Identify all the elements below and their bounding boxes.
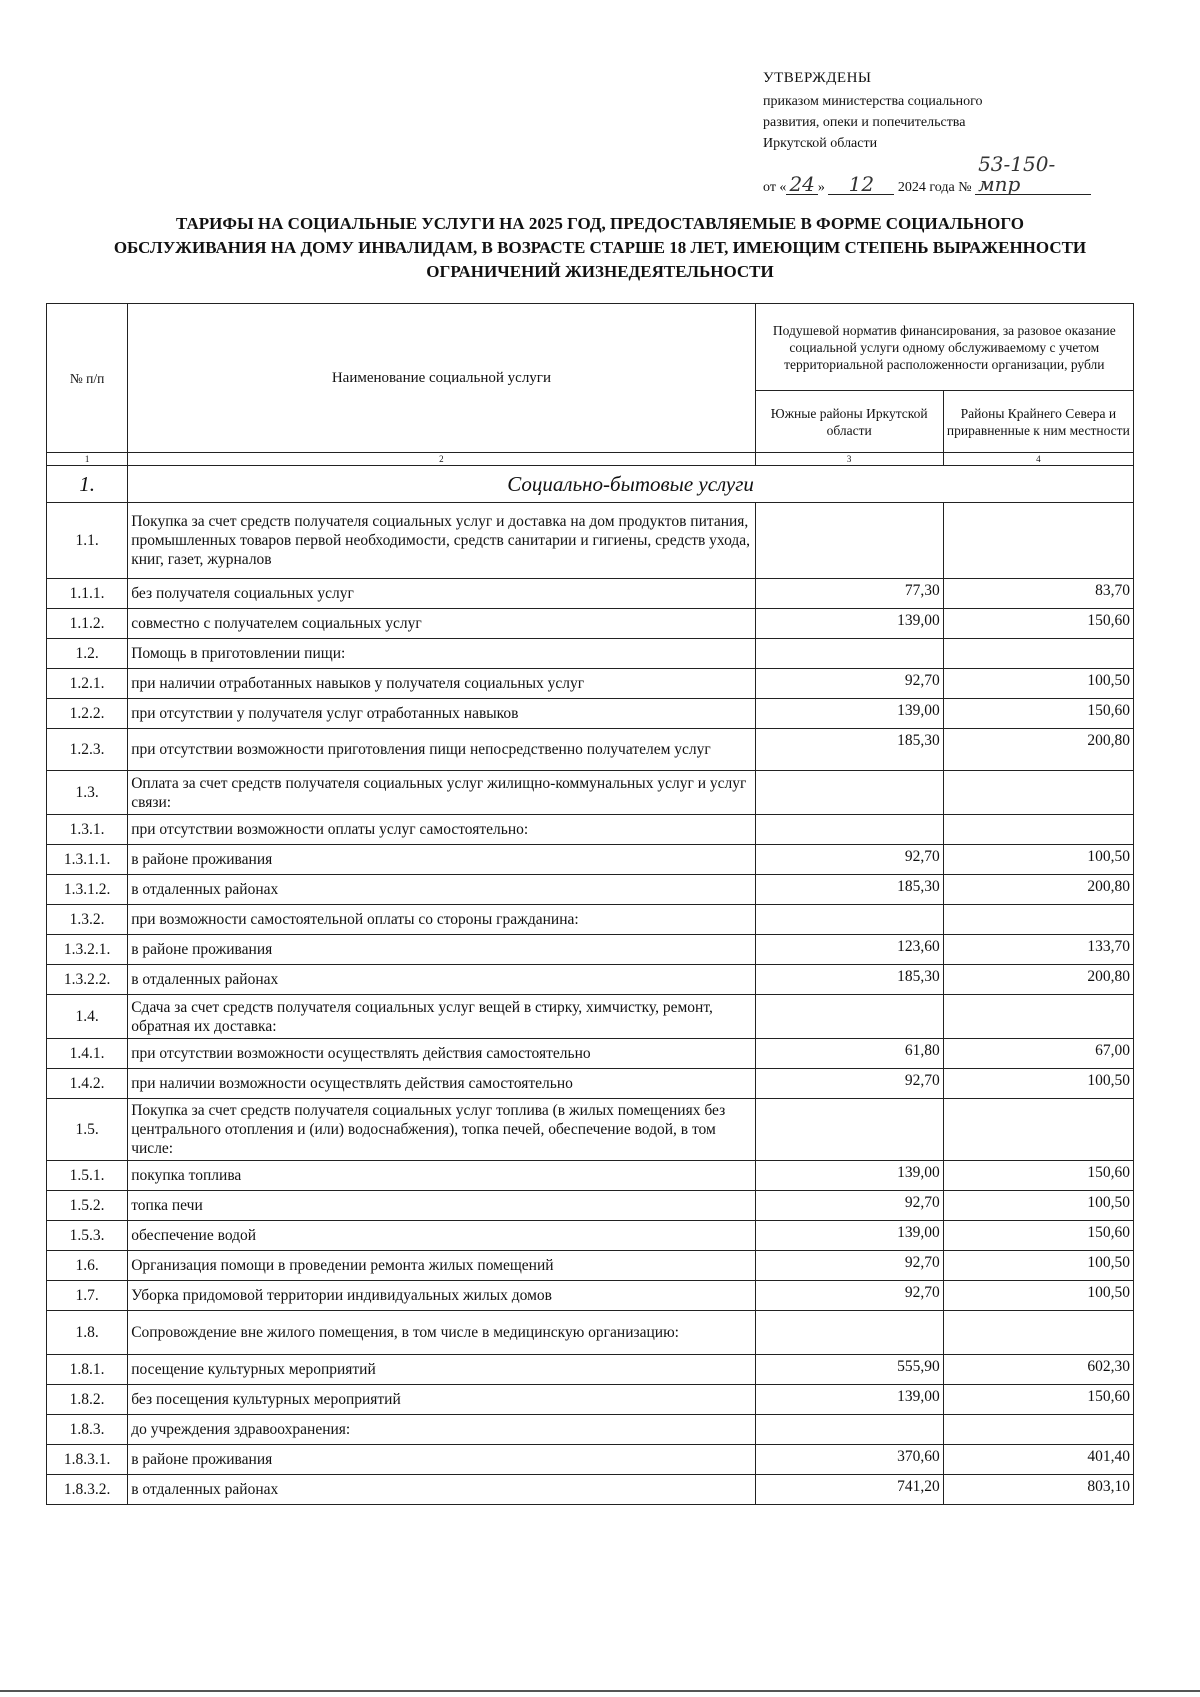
south-tariff: 185,30 xyxy=(755,965,943,995)
row-number: 1.4. xyxy=(47,995,128,1039)
table-row xyxy=(47,1355,1134,1385)
table-row xyxy=(47,639,1134,669)
service-name: при наличии отработанных навыков у получателя социальных услуг xyxy=(128,669,755,699)
row-number: 1.7. xyxy=(47,1281,128,1311)
row-number: 1.8.3. xyxy=(47,1415,128,1445)
table-row xyxy=(47,729,1134,771)
row-number: 1.2.1. xyxy=(47,669,128,699)
north-tariff: 401,40 xyxy=(943,1445,1133,1475)
north-tariff xyxy=(943,1099,1133,1161)
table-row xyxy=(47,503,1134,579)
north-tariff: 200,80 xyxy=(943,965,1133,995)
north-tariff: 150,60 xyxy=(943,1385,1133,1415)
approval-heading: УТВЕРЖДЕНЫ xyxy=(763,70,872,86)
row-number: 1.8.2. xyxy=(47,1385,128,1415)
table-row xyxy=(47,1099,1134,1161)
row-number: 1.3.1.2. xyxy=(47,875,128,905)
north-tariff xyxy=(943,1415,1133,1445)
column-number: 2 xyxy=(128,453,755,466)
south-tariff: 92,70 xyxy=(755,1069,943,1099)
north-tariff xyxy=(943,639,1133,669)
table-row xyxy=(47,1445,1134,1475)
row-number: 1.5. xyxy=(47,1099,128,1161)
row-number: 1.2. xyxy=(47,639,128,669)
table-row xyxy=(47,845,1134,875)
service-name: без посещения культурных мероприятий xyxy=(128,1385,755,1415)
service-name: Уборка придомовой территории индивидуальных жилых домов xyxy=(128,1281,755,1311)
table-row xyxy=(47,1475,1134,1505)
approval-date-line xyxy=(763,154,1163,198)
row-number: 1.2.2. xyxy=(47,699,128,729)
row-number: 1.1. xyxy=(47,503,128,579)
south-tariff xyxy=(755,771,943,815)
row-number: 1.5.1. xyxy=(47,1161,128,1191)
table-row xyxy=(47,905,1134,935)
page-bottom-edge xyxy=(0,1690,1200,1692)
south-tariff xyxy=(755,503,943,579)
south-tariff xyxy=(755,815,943,845)
south-tariff xyxy=(755,905,943,935)
table-row xyxy=(47,1069,1134,1099)
south-tariff: 92,70 xyxy=(755,1191,943,1221)
row-number: 1.1.1. xyxy=(47,579,128,609)
table-row xyxy=(47,1161,1134,1191)
south-tariff: 123,60 xyxy=(755,935,943,965)
service-name: при наличии возможности осуществлять действия самостоятельно xyxy=(128,1069,755,1099)
date-mid: » xyxy=(817,180,825,195)
row-number: 1.3.2.1. xyxy=(47,935,128,965)
north-tariff: 67,00 xyxy=(943,1039,1133,1069)
north-tariff xyxy=(943,771,1133,815)
north-tariff: 150,60 xyxy=(943,609,1133,639)
row-number: 1.8.3.1. xyxy=(47,1445,128,1475)
handwritten-day: 24 xyxy=(786,174,817,195)
column-number: 3 xyxy=(755,453,943,466)
service-name: посещение культурных мероприятий xyxy=(128,1355,755,1385)
handwritten-month: 12 xyxy=(828,174,894,195)
table-row xyxy=(47,699,1134,729)
row-number: 1.1.2. xyxy=(47,609,128,639)
service-name: совместно с получателем социальных услуг xyxy=(128,609,755,639)
south-tariff xyxy=(755,1415,943,1445)
table-row xyxy=(47,1385,1134,1415)
south-tariff: 139,00 xyxy=(755,1221,943,1251)
table-row xyxy=(47,935,1134,965)
header-south: Южные районы Иркутской области xyxy=(755,391,943,453)
north-tariff: 100,50 xyxy=(943,1191,1133,1221)
table-row xyxy=(47,995,1134,1039)
south-tariff: 61,80 xyxy=(755,1039,943,1069)
table-row xyxy=(47,1221,1134,1251)
row-number: 1.5.3. xyxy=(47,1221,128,1251)
table-row xyxy=(47,669,1134,699)
row-number: 1.2.3. xyxy=(47,729,128,771)
north-tariff: 150,60 xyxy=(943,699,1133,729)
table-row xyxy=(47,1191,1134,1221)
service-name: Сдача за счет средств получателя социальных услуг вещей в стирку, химчистку, ремонт, обратная их доставка: xyxy=(128,995,755,1039)
south-tariff xyxy=(755,1311,943,1355)
row-number: 1.8.3.2. xyxy=(47,1475,128,1505)
tariffs-body xyxy=(47,466,1134,1505)
service-name: в районе проживания xyxy=(128,845,755,875)
north-tariff: 200,80 xyxy=(943,875,1133,905)
table-row xyxy=(47,771,1134,815)
table-row xyxy=(47,579,1134,609)
table-row xyxy=(47,875,1134,905)
south-tariff xyxy=(755,639,943,669)
service-name: при отсутствии возможности оплаты услуг самостоятельно: xyxy=(128,815,755,845)
row-number: 1.4.2. xyxy=(47,1069,128,1099)
south-tariff: 139,00 xyxy=(755,609,943,639)
north-tariff: 100,50 xyxy=(943,845,1133,875)
south-tariff: 92,70 xyxy=(755,845,943,875)
header-num: № п/п xyxy=(47,304,128,453)
south-tariff: 92,70 xyxy=(755,1281,943,1311)
north-tariff: 83,70 xyxy=(943,579,1133,609)
south-tariff: 77,30 xyxy=(755,579,943,609)
section-name: Социально-бытовые услуги xyxy=(128,466,1134,503)
section-row xyxy=(47,466,1134,503)
row-number: 1.6. xyxy=(47,1251,128,1281)
service-name: в отдаленных районах xyxy=(128,1475,755,1505)
south-tariff: 185,30 xyxy=(755,729,943,771)
south-tariff: 92,70 xyxy=(755,669,943,699)
service-name: без получателя социальных услуг xyxy=(128,579,755,609)
table-row xyxy=(47,815,1134,845)
service-name: при отсутствии у получателя услуг отработанных навыков xyxy=(128,699,755,729)
service-name: при отсутствии возможности осуществлять действия самостоятельно xyxy=(128,1039,755,1069)
service-name: топка печи xyxy=(128,1191,755,1221)
service-name: в районе проживания xyxy=(128,935,755,965)
table-row xyxy=(47,1311,1134,1355)
service-name: Оплата за счет средств получателя социальных услуг жилищно-коммунальных услуг и услуг связи: xyxy=(128,771,755,815)
north-tariff: 803,10 xyxy=(943,1475,1133,1505)
north-tariff: 133,70 xyxy=(943,935,1133,965)
document-title: ТАРИФЫ НА СОЦИАЛЬНЫЕ УСЛУГИ НА 2025 ГОД, ПРЕДОСТАВЛЯЕМЫЕ В ФОРМЕ СОЦИАЛЬНОГО ОБСЛУЖИВАНИЯ НА ДОМУ ИНВАЛИДАМ, В ВОЗРАСТЕ СТАРШЕ 18 ЛЕТ, ИМЕЮЩИМ СТЕПЕНЬ ВЫРАЖЕННОСТИ ОГРАНИЧЕНИЙ ЖИЗНЕДЕЯТЕЛЬНОСТИ xyxy=(113,214,1087,281)
approval-stamp xyxy=(763,68,1163,198)
approval-line-2: развития, опеки и попечительства xyxy=(763,115,966,130)
north-tariff xyxy=(943,1311,1133,1355)
table-row xyxy=(47,1415,1134,1445)
column-numbers-row xyxy=(47,453,1134,466)
north-tariff: 100,50 xyxy=(943,1069,1133,1099)
column-number: 1 xyxy=(47,453,128,466)
north-tariff: 100,50 xyxy=(943,1251,1133,1281)
south-tariff: 92,70 xyxy=(755,1251,943,1281)
service-name: в районе проживания xyxy=(128,1445,755,1475)
header-north: Районы Крайнего Севера и приравненные к ним местности xyxy=(943,391,1133,453)
south-tariff: 370,60 xyxy=(755,1445,943,1475)
year-text: 2024 года № xyxy=(897,180,972,195)
north-tariff: 150,60 xyxy=(943,1161,1133,1191)
header-name: Наименование социальной услуги xyxy=(128,304,755,453)
row-number: 1.4.1. xyxy=(47,1039,128,1069)
header-norm: Подушевой норматив финансирования, за разовое оказание социальной услуги одному обслуживаемому с учетом территориальной расположенности организации, рубли xyxy=(755,304,1133,391)
north-tariff: 602,30 xyxy=(943,1355,1133,1385)
table-row xyxy=(47,965,1134,995)
service-name: при возможности самостоятельной оплаты со стороны гражданина: xyxy=(128,905,755,935)
north-tariff: 200,80 xyxy=(943,729,1133,771)
service-name: в отдаленных районах xyxy=(128,965,755,995)
column-number: 4 xyxy=(943,453,1133,466)
table-row xyxy=(47,1281,1134,1311)
north-tariff xyxy=(943,815,1133,845)
tariffs-table xyxy=(46,303,1134,1505)
north-tariff xyxy=(943,503,1133,579)
date-prefix: от « xyxy=(763,180,787,195)
row-number: 1.3.2. xyxy=(47,905,128,935)
service-name: до учреждения здравоохранения: xyxy=(128,1415,755,1445)
table-row xyxy=(47,1251,1134,1281)
approval-line-3: Иркутской области xyxy=(763,136,878,151)
table-row xyxy=(47,609,1134,639)
south-tariff: 139,00 xyxy=(755,699,943,729)
north-tariff xyxy=(943,995,1133,1039)
south-tariff xyxy=(755,1099,943,1161)
approval-line-1: приказом министерства социального xyxy=(763,94,983,109)
service-name: Сопровождение вне жилого помещения, в том числе в медицинскую организацию: xyxy=(128,1311,755,1355)
service-name: обеспечение водой xyxy=(128,1221,755,1251)
service-name: при отсутствии возможности приготовления пищи непосредственно получателем услуг xyxy=(128,729,755,771)
row-number: 1.3.2.2. xyxy=(47,965,128,995)
row-number: 1.3.1.1. xyxy=(47,845,128,875)
south-tariff: 139,00 xyxy=(755,1161,943,1191)
south-tariff: 741,20 xyxy=(755,1475,943,1505)
north-tariff: 100,50 xyxy=(943,1281,1133,1311)
table-row xyxy=(47,1039,1134,1069)
service-name: в отдаленных районах xyxy=(128,875,755,905)
north-tariff xyxy=(943,905,1133,935)
south-tariff: 185,30 xyxy=(755,875,943,905)
south-tariff xyxy=(755,995,943,1039)
north-tariff: 100,50 xyxy=(943,669,1133,699)
north-tariff: 150,60 xyxy=(943,1221,1133,1251)
service-name: Помощь в приготовлении пищи: xyxy=(128,639,755,669)
row-number: 1.3.1. xyxy=(47,815,128,845)
row-number: 1.5.2. xyxy=(47,1191,128,1221)
row-number: 1.3. xyxy=(47,771,128,815)
service-name: Покупка за счет средств получателя социальных услуг и доставка на дом продуктов питания, промышленных товаров первой необходимости, средств санитарии и гигиены, средств ухода, книг, газет, журналов xyxy=(128,503,755,579)
service-name: Организация помощи в проведении ремонта жилых помещений xyxy=(128,1251,755,1281)
section-num: 1. xyxy=(47,466,128,503)
service-name: Покупка за счет средств получателя социальных услуг топлива (в жилых помещениях без центрального отопления и (или) водоснабжения), топка печей, обеспечение водой, в том числе: xyxy=(128,1099,755,1161)
service-name: покупка топлива xyxy=(128,1161,755,1191)
handwritten-number: 53-150-мпр xyxy=(975,154,1091,195)
row-number: 1.8.1. xyxy=(47,1355,128,1385)
row-number: 1.8. xyxy=(47,1311,128,1355)
south-tariff: 139,00 xyxy=(755,1385,943,1415)
south-tariff: 555,90 xyxy=(755,1355,943,1385)
